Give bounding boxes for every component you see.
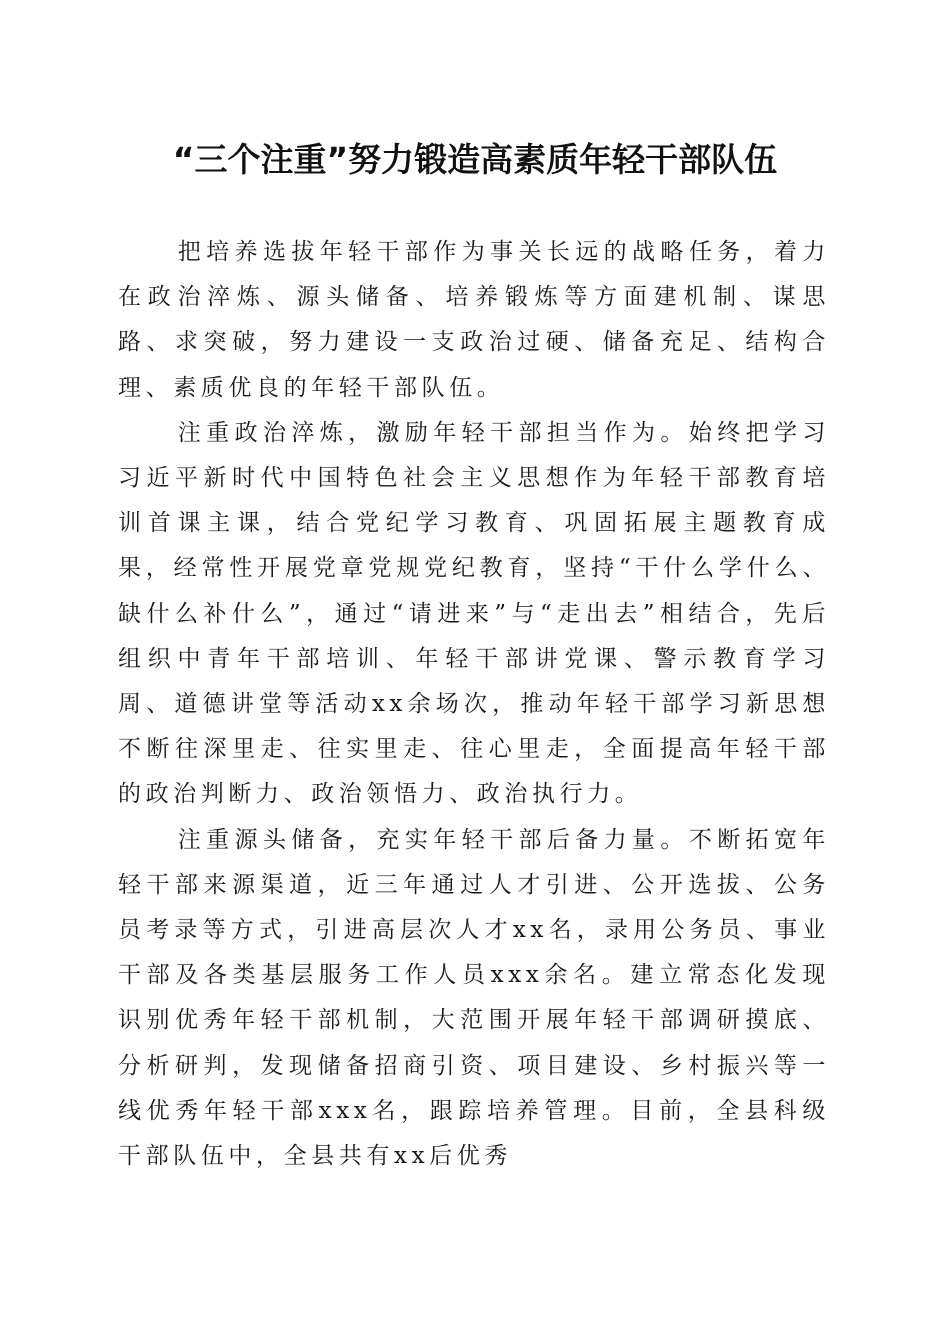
document-body xyxy=(118,230,830,1179)
paragraph-intro: 把培养选拔年轻干部作为事关长远的战略任务，着力在政治淬炼、源头储备、培养锻炼等方面建机制、谋思路、求突破，努力建设一支政治过硬、储备充足、结构合理、素质优良的年轻干部队伍。 xyxy=(118,239,830,401)
paragraph-source-reserve: 注重源头储备，充实年轻干部后备力量。不断拓宽年轻干部来源渠道，近三年通过人才引进、公开选拔、公务员考录等方式，引进高层次人才xx名，录用公务员、事业干部及各类基层服务工作人员xxx余名。建立常态化发现识别优秀年轻干部机制，大范围开展年轻干部调研摸底、分析研判，发现储备招商引资、项目建设、乡村振兴等一线优秀年轻干部xxx名，跟踪培养管理。目前，全县科级干部队伍中，全县共有xx后优秀 xyxy=(118,826,830,1170)
document-title: “三个注重”努力锻造高素质年轻干部队伍 xyxy=(172,140,778,179)
paragraph-political-training: 注重政治淬炼，激励年轻干部担当作为。始终把学习习近平新时代中国特色社会主义思想作为年轻干部教育培训首课主课，结合党纪学习教育、巩固拓展主题教育成果，经常性开展党章党规党纪教育，坚持“干什么学什么、缺什么补什么”，通过“请进来”与“走出去”相结合，先后组织中青年干部培训、年轻干部讲党课、警示教育学习周、道德讲堂等活动xx余场次，推动年轻干部学习新思想不断往深里走、往实里走、往心里走，全面提高年轻干部的政治判断力、政治领悟力、政治执行力。 xyxy=(118,419,830,808)
